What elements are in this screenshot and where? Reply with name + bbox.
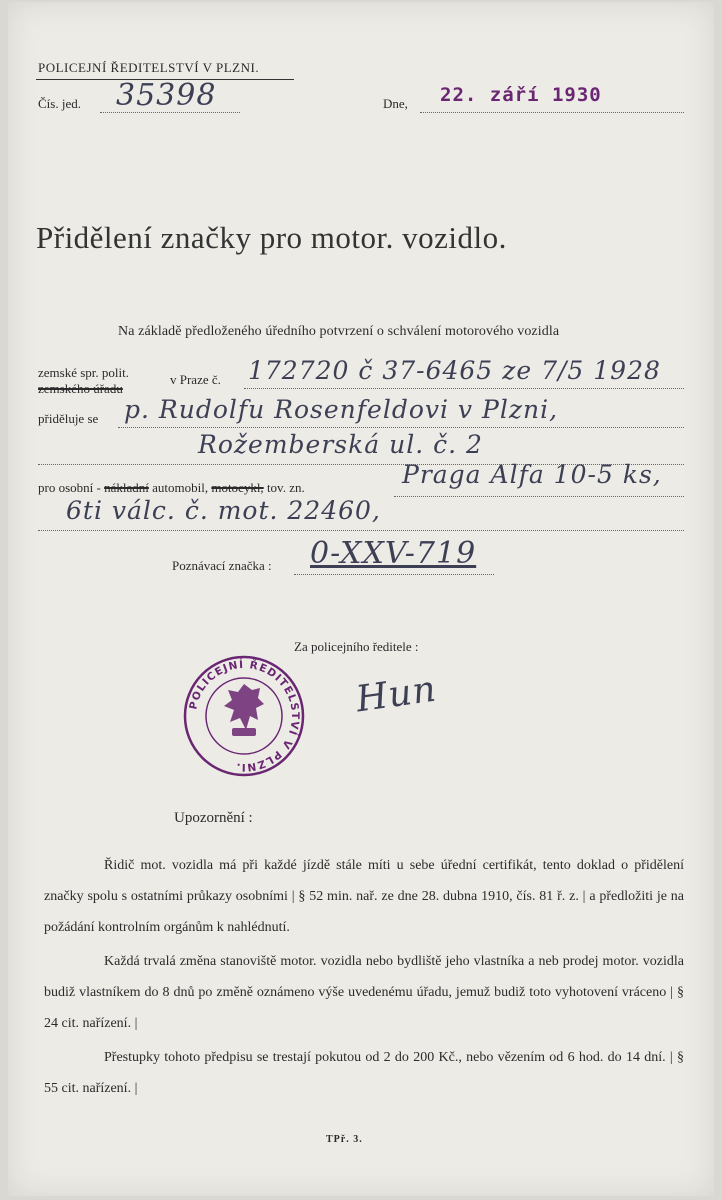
document-sheet	[8, 2, 714, 1196]
ref-number: 35398	[116, 78, 217, 113]
vehicle-type-line	[38, 480, 305, 496]
make-value: Praga Alfa 10-5 ks,	[402, 460, 662, 489]
notice-heading: Upozornění :	[174, 810, 253, 826]
document-title: Přidělení značky pro motor. vozidlo.	[36, 220, 507, 255]
plate-label: Poznávací značka :	[172, 558, 272, 573]
prague-label: v Praze č.	[170, 372, 221, 387]
ref-label: Čís. jed.	[38, 96, 81, 111]
police-seal	[182, 654, 306, 778]
engine-dotline	[38, 530, 684, 531]
plate-value: 0-XXV-719	[310, 536, 477, 571]
notice-paragraph-3	[44, 1042, 684, 1104]
notice-paragraph-2	[44, 946, 684, 1039]
type-struck-motorcycle: motocykl,	[211, 480, 264, 495]
recipient-dotline1	[118, 427, 684, 428]
date-dotline	[420, 112, 684, 113]
intro-text: Na základě předloženého úředního potvrzení o schválení motorového vozidla	[118, 324, 560, 339]
recipient-line2: Rožemberská ul. č. 2	[198, 430, 483, 459]
signature-label: Za policejního ředitele :	[294, 639, 419, 654]
engine-value: 6ti válc. č. mot. 22460,	[66, 496, 381, 525]
date-label: Dne,	[383, 96, 408, 111]
type-struck-truck: nákladní	[104, 480, 149, 495]
prague-value: 172720 č 37-6465 ze 7/5 1928	[248, 356, 661, 385]
date-stamp: 22. září 1930	[440, 84, 602, 106]
authority-line2: zemského úřadu	[38, 381, 123, 396]
make-label: tov. zn.	[266, 480, 305, 495]
assign-label: přiděluje se	[38, 411, 99, 426]
notice-p1-text: Řidič mot. vozidla má při každé jízdě stále míti u sebe úřední certifikát, tento doklad o přidělení značky spolu s ostatními průkazy osobními | § 52 min. nař. ze dne 28. dubna 1910, čís. 81 ř. z. | a předložiti je na požádání kontrolním orgánům k nahlédnutí.	[44, 858, 684, 935]
authority-line1: zemské spr. polit.	[38, 365, 129, 380]
notice-paragraph-1	[44, 850, 684, 943]
recipient-line1: p. Rudolfu Rosenfeldovi v Plzni,	[124, 395, 559, 424]
seal-text: POLICEJNÍ ŘEDITELSTVÍ V PLZNI.	[187, 658, 302, 774]
make-dotline	[394, 496, 684, 497]
prague-dotline	[244, 388, 684, 389]
notice-p3-text: Přestupky tohoto předpisu se trestají pokutou od 2 do 200 Kč., nebo vězením od 6 hod. do 14 dní. | § 55 cit. nařízení. |	[44, 1050, 684, 1096]
signature: Hun	[353, 668, 440, 721]
type-prefix: pro osobní -	[38, 480, 101, 495]
notice-p2-text: Každá trvalá změna stanoviště motor. vozidla nebo bydliště jeho vlastníka a neb prodej motor. vozidla budiž vlastníkem do 8 dnů po změně oznámeno výše uvedenému úřadu, jemuž budiž toto vyhotovení vráceno | § 24 cit. nařízení. |	[44, 954, 684, 1031]
plate-dotline	[294, 574, 494, 575]
form-code: TPř. 3.	[326, 1134, 363, 1145]
office-name: POLICEJNÍ ŘEDITELSTVÍ V PLZNI.	[38, 60, 260, 75]
type-car: automobil,	[152, 480, 209, 495]
seal-emblem	[224, 684, 264, 736]
